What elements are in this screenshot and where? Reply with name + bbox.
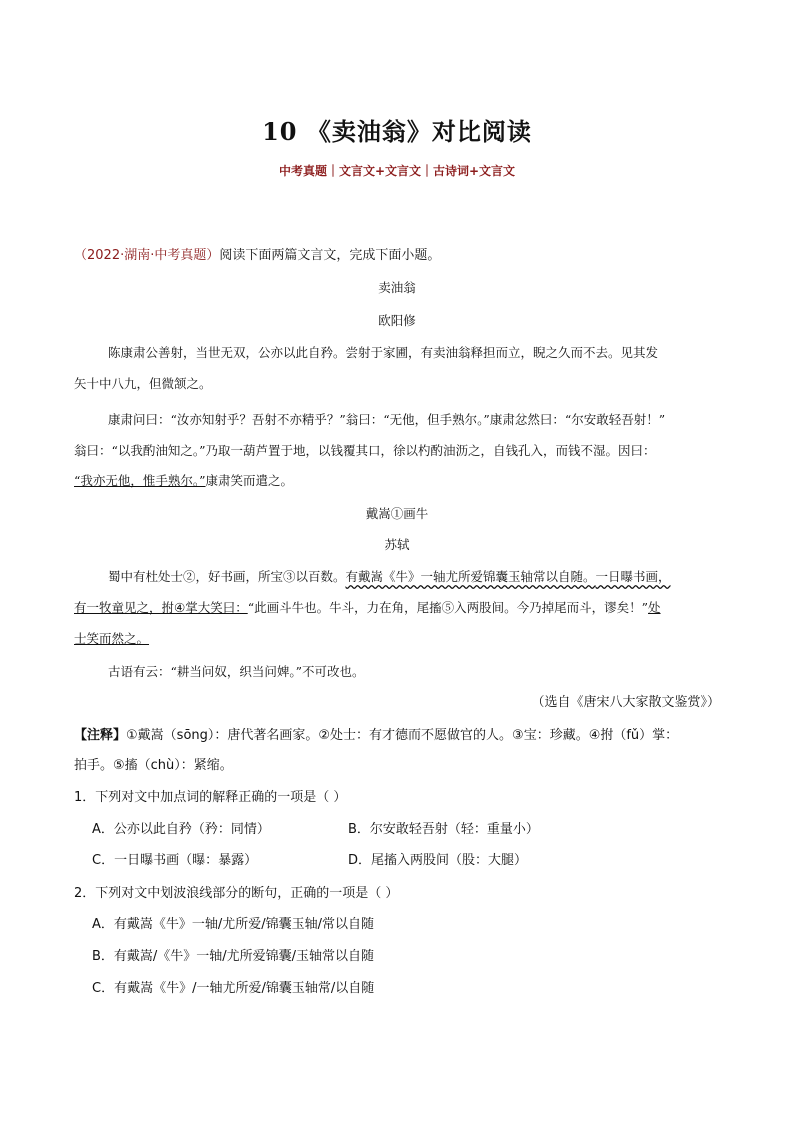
- question2-stem: 2．下列对文中划波浪线部分的断句，正确的一项是（ ）: [74, 886, 399, 901]
- passage2-paragraph2: 古语有云：“耕当问奴，织当问婢。”不可改也。: [108, 664, 365, 679]
- question1-option-c: C．一日曝书画（曝：暴露）: [92, 853, 258, 868]
- underlined-sentence: “我亦无他，惟手熟尔。”: [74, 473, 206, 488]
- passage1-paragraph2-line2: 翁曰：“以我酌油知之。”乃取一葫芦置于地，以钱覆其口，徐以杓酌油沥之，自钱孔入，而钱不湿。因曰：: [74, 443, 656, 458]
- passage1-author: 欧阳修: [378, 313, 416, 328]
- notes-line2: 拍手。⑤搐（chù）：紧缩。: [74, 758, 233, 773]
- question1-option-b: B．尔安敢轻吾射（轻：重量小）: [348, 822, 539, 837]
- wavy-underlined-sentence: 有戴嵩《牛》一轴尤所爱锦囊玉轴常以自随。: [345, 569, 596, 584]
- question2-option-c: C．有戴嵩《牛》/一轴尤所爱/锦囊玉轴常/以自随: [92, 981, 375, 996]
- question2-option-b: B．有戴嵩/《牛》一轴/尤所爱锦囊/玉轴常以自随: [92, 949, 375, 964]
- passage2-paragraph1-line1: [108, 567, 671, 587]
- passage2-opening-text: 蜀中有杜处士②，好书画，所宝③以百数。: [108, 569, 346, 584]
- passage2-author: 苏轼: [384, 537, 410, 552]
- question1-stem: 1．下列对文中加点词的解释正确的一项是（ ）: [74, 790, 347, 805]
- page-title: 10 《卖油翁》对比阅读: [262, 117, 532, 146]
- notes-line1: [74, 726, 678, 746]
- question1-option-a: A．公亦以此自矜（矜：同情）: [92, 822, 270, 837]
- notes-label: 【注释】: [74, 728, 127, 743]
- passage2-paragraph1-line2: [74, 598, 661, 618]
- boy-quote: “此画斗牛也。牛斗，力在角，尾搐⑤入两股间。今乃掉尾而斗，谬矣！”: [247, 600, 649, 615]
- passage2-paragraph1-line3: [74, 629, 149, 649]
- passage2-source: （选自《唐宋八大家散文鉴赏》）: [531, 695, 720, 710]
- passage1-paragraph1-line2: 矢十中八九，但微颔之。: [74, 376, 212, 391]
- question1-option-d: D．尾搐入两股间（股：大腿）: [348, 853, 528, 868]
- question-source: （2022·湖南·中考真题）: [74, 248, 220, 263]
- notes-text: ①戴嵩（sōng）：唐代著名画家。②处士：有才德而不愿做官的人。③宝：珍藏。④拊（fǔ）掌：: [126, 728, 679, 743]
- question2-option-a: A．有戴嵩《牛》一轴/尤所爱/锦囊玉轴/常以自随: [92, 917, 375, 932]
- passage1-paragraph2-line1: 康肃问曰：“汝亦知射乎？吾射不亦精乎？”翁曰：“无他，但手熟尔。”康肃忿然曰：“尔安敢轻吾射！”: [108, 412, 666, 427]
- underlined-phrase-3: 士笑而然之。: [74, 631, 150, 646]
- passage2-title: 戴嵩①画牛: [365, 506, 429, 521]
- intro-line: [74, 246, 440, 266]
- passage1-title: 卖油翁: [378, 280, 416, 295]
- passage1-paragraph2-line3: [74, 471, 293, 491]
- passage1-paragraph1-line1: 陈康肃公善射，当世无双，公亦以此自矜。尝射于家圃，有卖油翁释担而立，睨之久而不去。见其发: [108, 345, 659, 360]
- underlined-phrase: 一日曝书画，: [595, 569, 671, 584]
- intro-text: 阅读下面两篇文言文，完成下面小题。: [219, 248, 441, 263]
- underlined-char: 处: [648, 600, 661, 615]
- category-subtitle: 中考真题｜文言文+文言文｜古诗词+文言文: [278, 164, 516, 178]
- passage1-closing-text: 康肃笑而遣之。: [205, 473, 294, 488]
- underlined-phrase-2: 有一牧童见之，拊④掌大笑曰：: [74, 600, 248, 615]
